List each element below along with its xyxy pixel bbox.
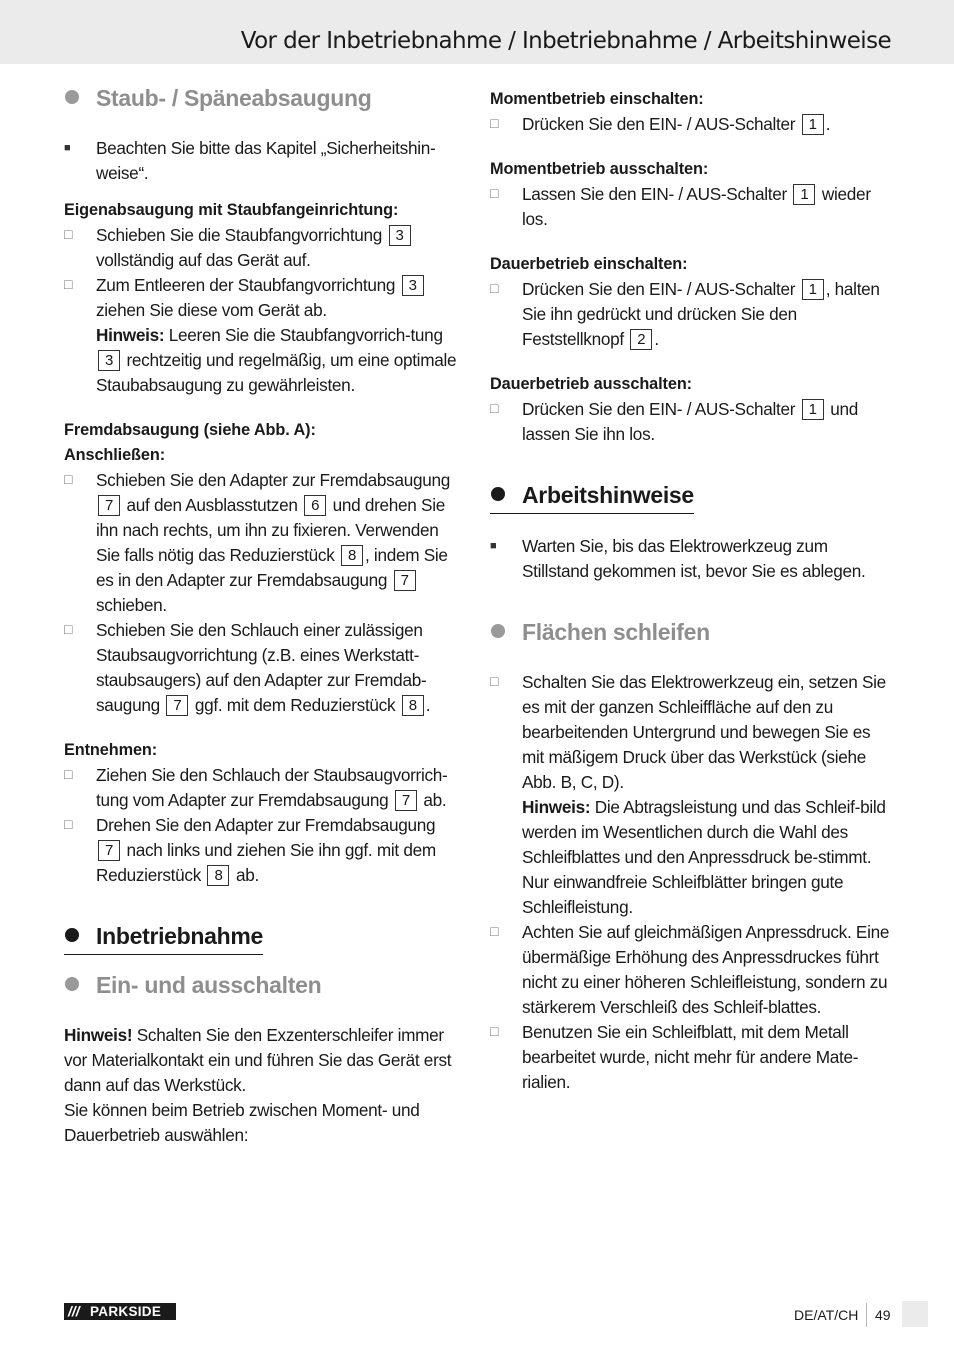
text: auf den Ausblasstutzen xyxy=(126,495,298,515)
text: wieder los. xyxy=(522,184,871,229)
list-item xyxy=(490,397,890,447)
part-reference-box: 1 xyxy=(793,184,815,205)
hollow-square-bullet-icon xyxy=(64,468,72,495)
heading-text: Ein- und ausschalten xyxy=(96,972,322,998)
list-item xyxy=(490,112,890,137)
right-column xyxy=(490,87,890,1095)
part-reference-box: 8 xyxy=(402,695,424,716)
hollow-square-bullet-icon xyxy=(64,223,72,250)
bullet-dot-icon xyxy=(65,977,79,991)
hollow-square-bullet-icon xyxy=(64,618,72,645)
text: Schieben Sie den Schlauch einer zulässigen Staubsaugvorrichtung (z.B. eines Werkstatt-staubsaugers) auf den Adapter zur Fremdab-saugung xyxy=(96,620,427,715)
subheading-dauerbetrieb-aus: Dauerbetrieb ausschalten: xyxy=(490,375,692,393)
paragraph: Beachten Sie bitte das Kapitel „Sicherheitshin-weise“. xyxy=(96,138,436,183)
hollow-square-bullet-icon xyxy=(490,1020,498,1047)
part-reference-box: 7 xyxy=(395,790,417,811)
heading-flaechen-schleifen xyxy=(490,614,890,650)
text: Zum Entleeren der Staubfangvorrichtung xyxy=(96,275,396,295)
text: ggf. mit dem Reduzierstück xyxy=(194,695,396,715)
parkside-logo xyxy=(64,1303,176,1320)
text: , halten Sie ihn gedrückt und drücken Sie den Feststellknopf xyxy=(522,279,880,349)
heading-arbeitshinweise xyxy=(490,477,694,514)
part-reference-box: 7 xyxy=(166,695,188,716)
list-item xyxy=(490,182,890,232)
paragraph: Schalten Sie das Elektrowerkzeug ein, setzen Sie es mit der ganzen Schleiffläche auf den zu bearbeitenden Untergrund und bewegen Sie es mit mäßigem Druck über das Werkstück (siehe Abb. B, C, D). xyxy=(522,672,886,792)
list-item xyxy=(490,670,890,920)
heading-text: Arbeitshinweise xyxy=(522,482,694,508)
text: Drücken Sie den EIN- / AUS-Schalter xyxy=(522,399,796,419)
text: ab. xyxy=(235,865,259,885)
left-column xyxy=(64,80,464,1148)
subheading-dauerbetrieb-ein: Dauerbetrieb einschalten: xyxy=(490,255,688,273)
text: ziehen Sie diese vom Gerät ab. xyxy=(96,300,327,320)
heading-inbetriebnahme xyxy=(64,918,263,955)
part-reference-box: 7 xyxy=(98,495,120,516)
text: . xyxy=(654,329,659,349)
footer-divider xyxy=(866,1303,867,1327)
part-reference-box: 3 xyxy=(402,275,424,296)
text: schieben. xyxy=(96,595,167,615)
bullet-dot-icon xyxy=(491,624,505,638)
filled-square-bullet-icon xyxy=(64,136,70,161)
text: . xyxy=(825,114,831,134)
part-reference-box: 1 xyxy=(802,399,824,420)
text: . xyxy=(425,695,431,715)
text: Schieben Sie den Adapter zur Fremdabsaugung xyxy=(96,470,451,490)
page-header xyxy=(0,0,954,64)
paragraph: Benutzen Sie ein Schleifblatt, mit dem Metall bearbeitet wurde, nicht mehr für andere Mate-rialien. xyxy=(522,1022,859,1092)
text: Ziehen Sie den Schlauch der Staubsaugvorrich-tung vom Adapter zur Fremdabsaugung xyxy=(96,765,448,810)
text: , indem Sie es in den Adapter zur Fremdabsaugung xyxy=(96,545,448,590)
part-reference-box: 7 xyxy=(394,570,416,591)
paragraph: Warten Sie, bis das Elektrowerkzeug zum Stillstand gekommen ist, bevor Sie es ablegen. xyxy=(522,536,866,581)
text: Drücken Sie den EIN- / AUS-Schalter xyxy=(522,114,796,134)
text: rechtzeitig und regelmäßig, um eine optimale Staubabsaugung zu gewährleisten. xyxy=(96,350,457,395)
list-item xyxy=(490,1020,890,1095)
page-corner-box xyxy=(902,1301,928,1327)
country-code: DE/AT/CH xyxy=(794,1307,859,1323)
list-item xyxy=(64,618,464,718)
list-item xyxy=(64,223,464,273)
note-label: Hinweis! xyxy=(64,1025,133,1045)
hollow-square-bullet-icon xyxy=(490,670,498,697)
part-reference-box: 7 xyxy=(98,840,120,861)
note-label: Hinweis: xyxy=(522,797,591,817)
text: und drehen Sie ihn nach rechts, um ihn zu fixieren. Verwenden Sie falls nötig das Reduzierstück xyxy=(96,495,445,565)
list-item xyxy=(64,273,464,398)
list-item xyxy=(490,277,890,352)
part-reference-box: 3 xyxy=(389,225,411,246)
hollow-square-bullet-icon xyxy=(490,112,498,139)
hollow-square-bullet-icon xyxy=(64,763,72,790)
part-reference-box: 1 xyxy=(802,114,824,135)
list-item xyxy=(64,813,464,888)
part-reference-box: 3 xyxy=(98,350,120,371)
hollow-square-bullet-icon xyxy=(64,813,72,840)
bullet-dot-icon xyxy=(65,928,79,942)
heading-text: Staub- / Späneabsaugung xyxy=(96,85,372,111)
text: und lassen Sie ihn los. xyxy=(522,399,858,444)
part-reference-box: 8 xyxy=(341,545,363,566)
part-reference-box: 2 xyxy=(630,329,652,350)
part-reference-box: 8 xyxy=(207,865,229,886)
logo-stripes: /// xyxy=(68,1303,80,1319)
text: Die Abtragsleistung und das Schleif-bild werden im Wesentlichen durch die Wahl des Schleifblattes und den Anpressdruck be-stimmt. Nur einwandfreie Schleifblätter bringen gute Schleifleistung. xyxy=(522,797,886,917)
hollow-square-bullet-icon xyxy=(490,182,498,209)
list-item xyxy=(490,534,890,584)
logo-text: PARKSIDE xyxy=(90,1304,162,1319)
page-number: 49 xyxy=(875,1307,891,1323)
text: nach links und ziehen Sie ihn ggf. mit dem Reduzierstück xyxy=(96,840,436,885)
text: Drehen Sie den Adapter zur Fremdabsaugung xyxy=(96,815,436,835)
text: ab. xyxy=(423,790,447,810)
heading-text: Flächen schleifen xyxy=(522,619,710,645)
paragraph: Schalten Sie den Exzenterschleifer immer vor Materialkontakt ein und führen Sie das Gerät erst dann auf das Werkstück. xyxy=(64,1025,452,1095)
part-reference-box: 1 xyxy=(802,279,824,300)
bullet-dot-icon xyxy=(65,90,79,104)
list-item xyxy=(64,468,464,618)
hollow-square-bullet-icon xyxy=(490,397,498,424)
subheading-entnehmen: Entnehmen: xyxy=(64,741,158,759)
list-item xyxy=(490,920,890,1020)
text: Lassen Sie den EIN- / AUS-Schalter xyxy=(522,184,787,204)
text: vollständig auf das Gerät auf. xyxy=(96,250,311,270)
list-item xyxy=(64,763,464,813)
page-footer xyxy=(0,1295,954,1335)
text: Drücken Sie den EIN- / AUS-Schalter xyxy=(522,279,796,299)
heading-ein-ausschalten xyxy=(64,967,464,1003)
subheading-momentbetrieb-ein: Momentbetrieb einschalten: xyxy=(490,90,704,108)
hollow-square-bullet-icon xyxy=(64,273,72,300)
heading-staub xyxy=(64,80,464,116)
subheading-momentbetrieb-aus: Momentbetrieb ausschalten: xyxy=(490,160,709,178)
subheading-fremdabsaugung: Fremdabsaugung (siehe Abb. A): xyxy=(64,421,316,439)
hollow-square-bullet-icon xyxy=(490,920,498,947)
subheading-anschliessen: Anschließen: xyxy=(64,446,166,464)
text: Schieben Sie die Staubfangvorrichtung xyxy=(96,225,383,245)
filled-square-bullet-icon xyxy=(490,534,496,559)
part-reference-box: 6 xyxy=(304,495,326,516)
hollow-square-bullet-icon xyxy=(490,277,498,304)
paragraph: Achten Sie auf gleichmäßigen Anpressdruck. Eine übermäßige Erhöhung des Anpressdruckes führt nicht zu einer höheren Schleifleistung, sondern zu stärkerem Verschleiß des Schleif-blattes. xyxy=(522,922,890,1017)
note-label: Hinweis: xyxy=(96,325,165,345)
paragraph: Sie können beim Betrieb zwischen Moment- und Dauerbetrieb auswählen: xyxy=(64,1100,420,1145)
text: Leeren Sie die Staubfangvorrich-tung xyxy=(168,325,443,345)
heading-text: Inbetriebnahme xyxy=(96,923,264,949)
page-title: Vor der Inbetriebnahme / Inbetriebnahme / Arbeitshinweise xyxy=(240,28,891,54)
list-item xyxy=(64,136,464,186)
bullet-dot-icon xyxy=(491,487,505,501)
subheading-eigenabsaugung: Eigenabsaugung mit Staubfangeinrichtung: xyxy=(64,201,399,219)
